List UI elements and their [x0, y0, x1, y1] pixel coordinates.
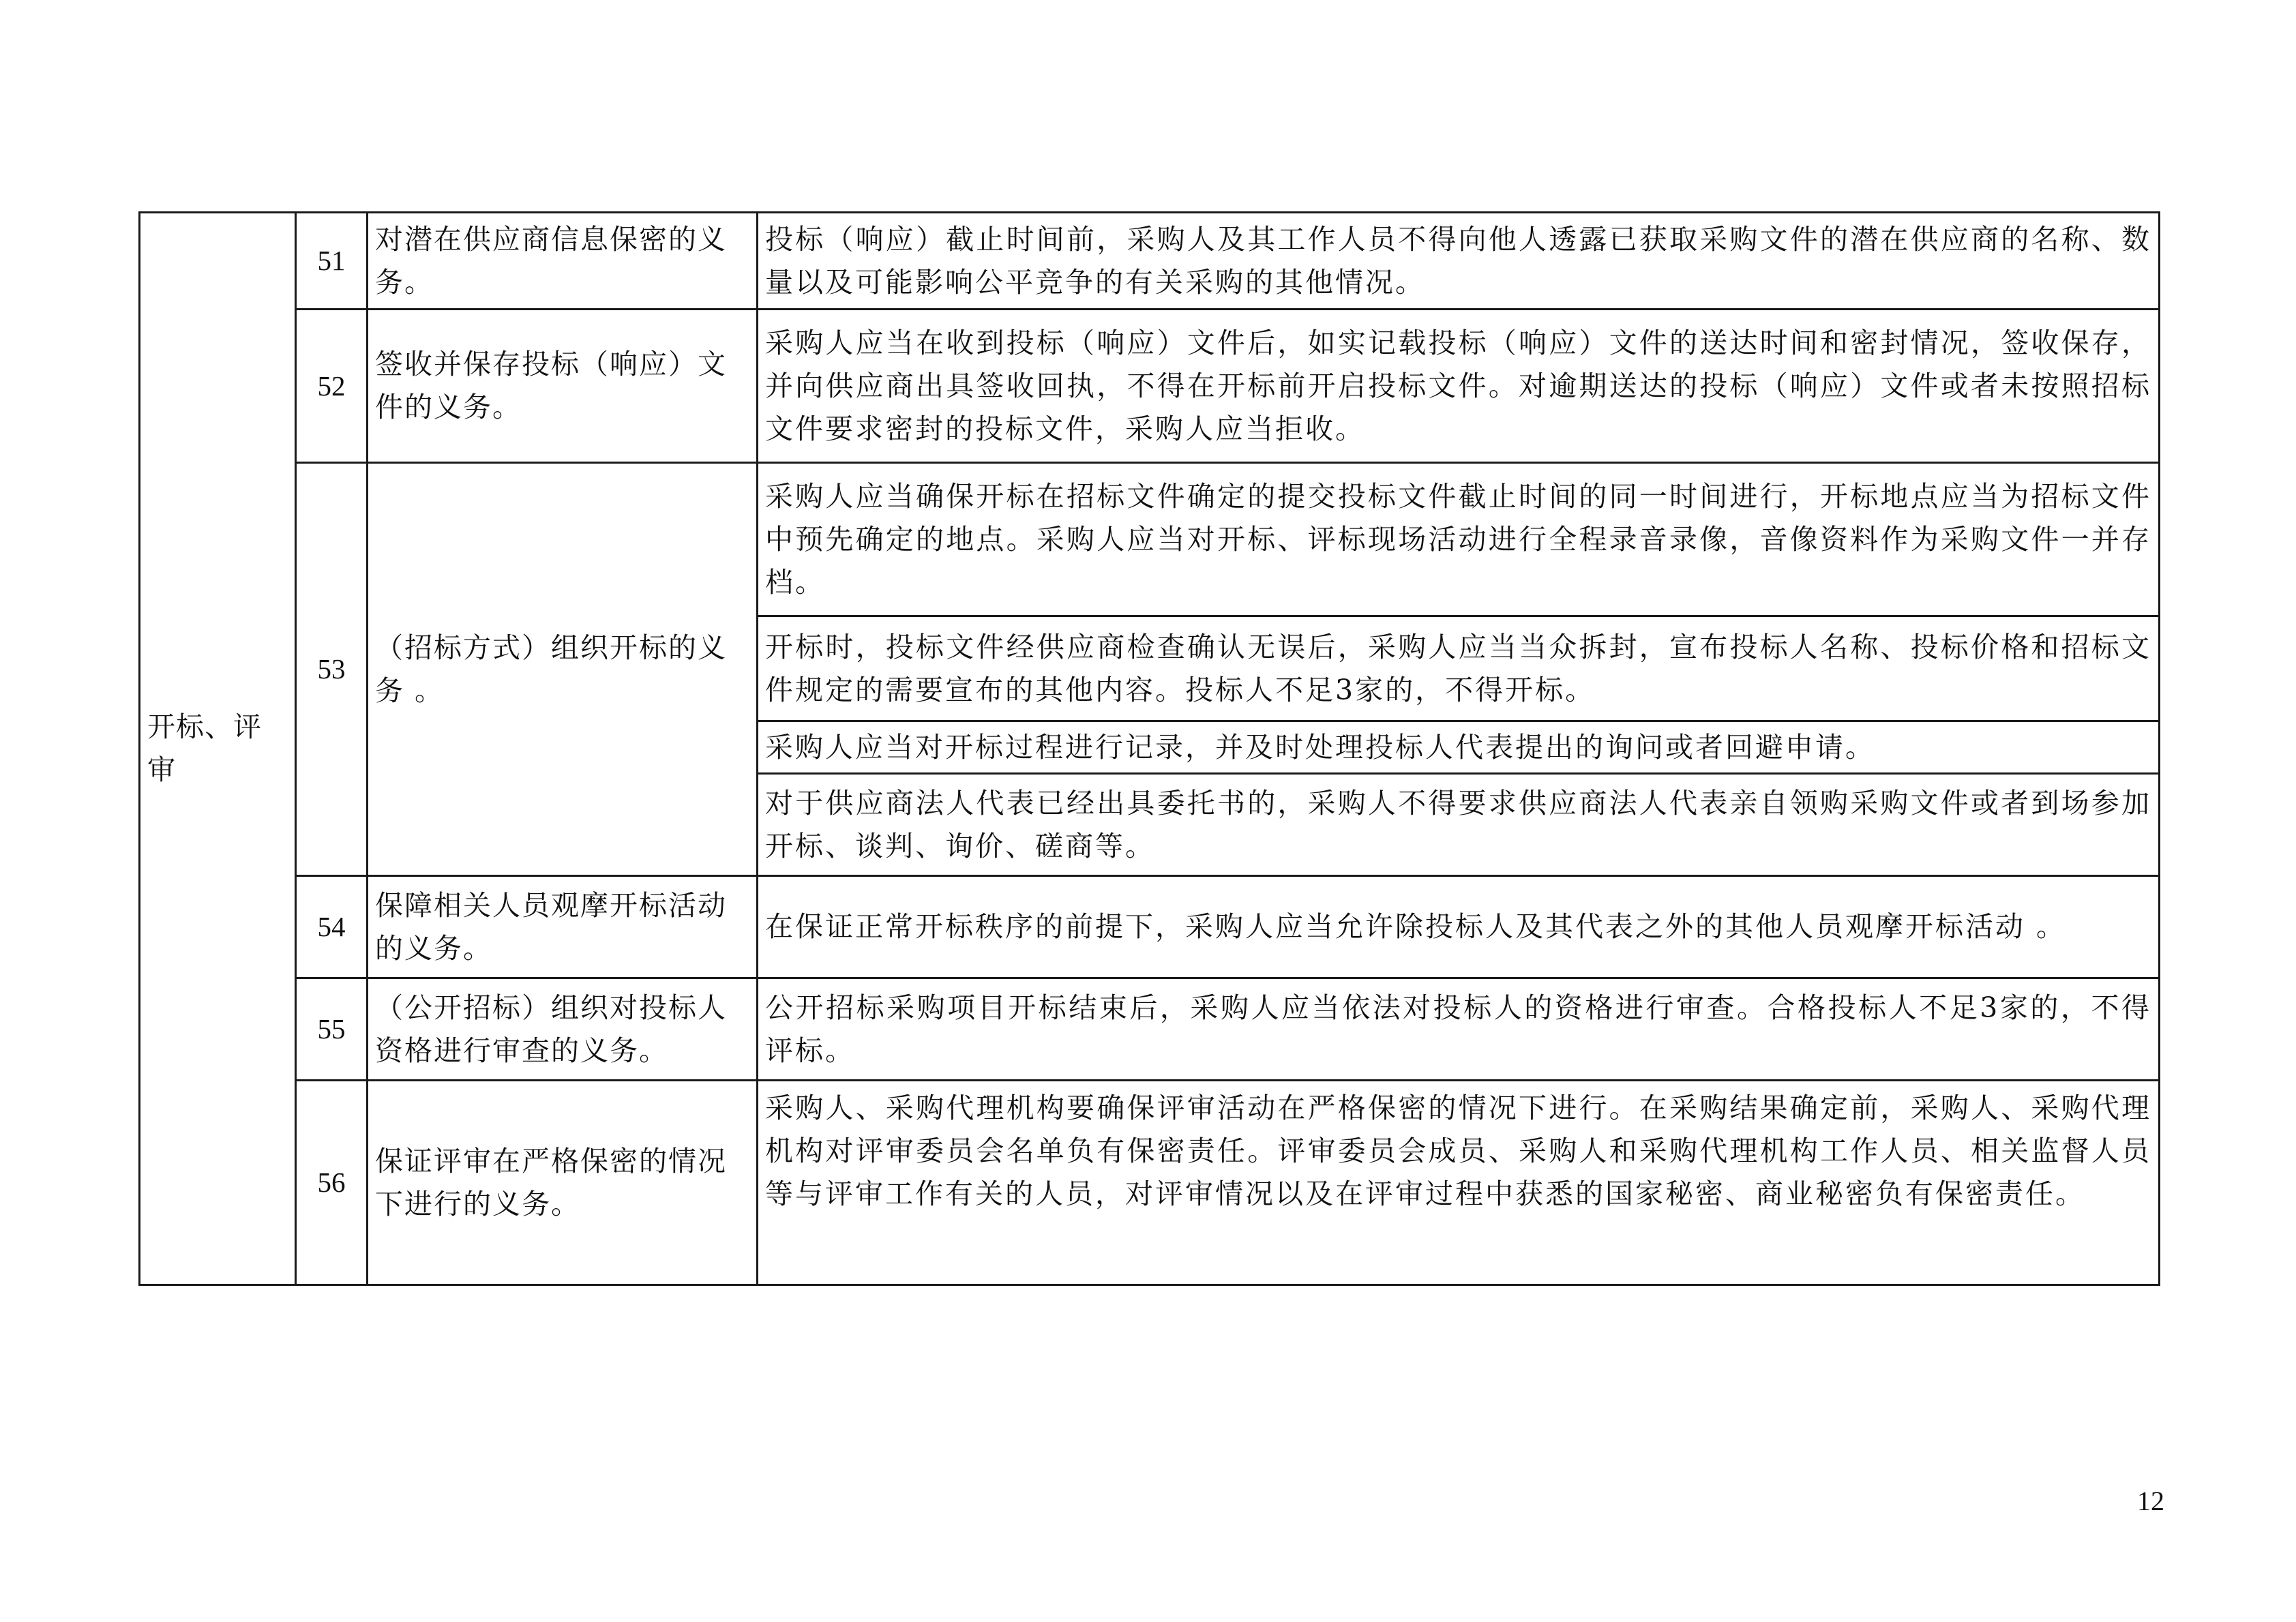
requirement-cell: 采购人、采购代理机构要确保评审活动在严格保密的情况下进行。在采购结果确定前，采购人、采购代理机构对评审委员会名单负有保密责任。评审委员会成员、采购人和采购代理机构工作人员、相关监督人员等与评审工作有关的人员，对评审情况以及在评审过程中获悉的国家秘密、商业秘密负有保密责任。 [758, 1081, 2160, 1285]
table-row [140, 1081, 2160, 1285]
item-number: 55 [296, 978, 368, 1081]
item-number: 53 [296, 463, 368, 876]
item-number: 56 [296, 1081, 368, 1285]
table-row [140, 310, 2160, 463]
table-row [140, 213, 2160, 310]
item-number: 51 [296, 213, 368, 310]
duty-cell: 签收并保存投标（响应）文件的义务。 [368, 310, 758, 463]
item-number: 54 [296, 876, 368, 978]
table-row [140, 463, 2160, 616]
requirement-cell: 投标（响应）截止时间前，采购人及其工作人员不得向他人透露已获取采购文件的潜在供应商的名称、数量以及可能影响公平竞争的有关采购的其他情况。 [758, 213, 2160, 310]
duty-cell: 保证评审在严格保密的情况下进行的义务。 [368, 1081, 758, 1285]
duty-cell: 保障相关人员观摩开标活动的义务。 [368, 876, 758, 978]
table-row [140, 876, 2160, 978]
requirement-cell: 采购人应当对开标过程进行记录，并及时处理投标人代表提出的询问或者回避申请。 [758, 721, 2160, 774]
requirement-cell: 采购人应当确保开标在招标文件确定的提交投标文件截止时间的同一时间进行，开标地点应当为招标文件中预先确定的地点。采购人应当对开标、评标现场活动进行全程录音录像，音像资料作为采购文件一并存档。 [758, 463, 2160, 616]
stage-cell: 开标、评审 [140, 213, 296, 1285]
table-row [140, 978, 2160, 1081]
requirement-cell: 开标时，投标文件经供应商检查确认无误后，采购人应当当众拆封，宣布投标人名称、投标价格和招标文件规定的需要宣布的其他内容。投标人不足3家的，不得开标。 [758, 616, 2160, 721]
duty-cell: （招标方式）组织开标的义务 。 [368, 463, 758, 876]
duty-cell: （公开招标）组织对投标人资格进行审查的义务。 [368, 978, 758, 1081]
requirement-cell: 对于供应商法人代表已经出具委托书的，采购人不得要求供应商法人代表亲自领购采购文件或者到场参加开标、谈判、询价、磋商等。 [758, 774, 2160, 876]
item-number: 52 [296, 310, 368, 463]
page-number: 12 [2137, 1486, 2164, 1516]
duty-cell: 对潜在供应商信息保密的义 务。 [368, 213, 758, 310]
requirement-cell: 公开招标采购项目开标结束后，采购人应当依法对投标人的资格进行审查。合格投标人不足3家的，不得评标。 [758, 978, 2160, 1081]
requirement-cell: 在保证正常开标秩序的前提下，采购人应当允许除投标人及其代表之外的其他人员观摩开标活动 。 [758, 876, 2160, 978]
requirement-cell: 采购人应当在收到投标（响应）文件后，如实记载投标（响应）文件的送达时间和密封情况，签收保存，并向供应商出具签收回执，不得在开标前开启投标文件。对逾期送达的投标（响应）文件或者未按照招标文件要求密封的投标文件，采购人应当拒收。 [758, 310, 2160, 463]
procurement-duties-table [138, 211, 2160, 1286]
